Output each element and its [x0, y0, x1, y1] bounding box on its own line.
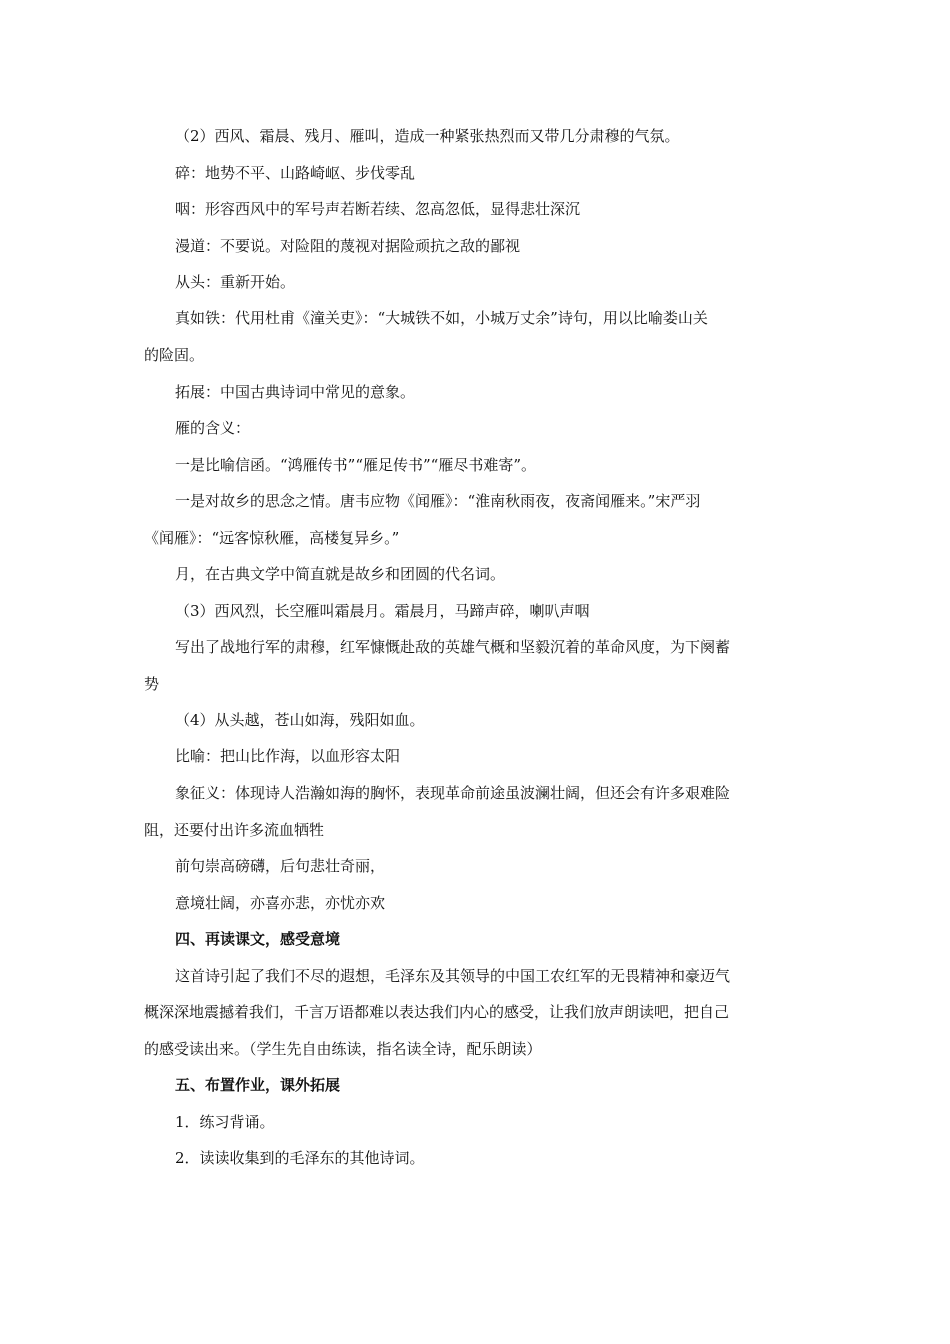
section-heading: 五、布置作业，课外拓展 — [175, 1076, 341, 1094]
paragraph-line: 象征义：体现诗人浩瀚如海的胸怀，表现革命前途虽波澜壮阔，但还会有许多艰难险 — [175, 784, 731, 802]
paragraph-line: （3）西风烈，长空雁叫霜晨月。霜晨月，马蹄声碎，喇叭声咽 — [175, 602, 590, 620]
paragraph-line: 概深深地震撼着我们，千言万语都难以表达我们内心的感受，让我们放声朗读吧，把自己 — [144, 1003, 730, 1021]
paragraph-line: 比喻：把山比作海，以血形容太阳 — [175, 747, 401, 765]
paragraph-line: 阻，还要付出许多流血牺牲 — [144, 821, 325, 839]
paragraph-line: （2）西风、霜晨、残月、雁叫，造成一种紧张热烈而又带几分肃穆的气氛。 — [175, 127, 680, 145]
paragraph-line: 前句崇高磅礴，后句悲壮奇丽， — [175, 857, 386, 875]
paragraph-line: 拓展：中国古典诗词中常见的意象。 — [175, 383, 416, 401]
paragraph-line: 雁的含义： — [175, 419, 251, 437]
paragraph-line: （4）从头越，苍山如海，残阳如血。 — [175, 711, 425, 729]
paragraph-line: 一是比喻信函。“鸿雁传书”“雁足传书”“雁尽书难寄”。 — [175, 456, 537, 474]
paragraph-line: 咽：形容西风中的军号声若断若续、忽高忽低，显得悲壮深沉 — [175, 200, 581, 218]
paragraph-line: 意境壮阔，亦喜亦悲，亦忧亦欢 — [175, 894, 386, 912]
paragraph-line: 《闻雁》：“远客惊秋雁，高楼复异乡。” — [144, 529, 400, 547]
paragraph-line: 的感受读出来。（学生先自由练读，指名读全诗，配乐朗读） — [144, 1040, 542, 1058]
list-item: 2．读读收集到的毛泽东的其他诗词。 — [175, 1149, 425, 1167]
paragraph-line: 写出了战地行军的肃穆，红军慷慨赴敌的英雄气概和坚毅沉着的革命风度，为下阕蓄 — [175, 638, 731, 656]
paragraph-line: 从头：重新开始。 — [175, 273, 296, 291]
paragraph-line: 漫道：不要说。对险阻的蔑视对据险顽抗之敌的鄙视 — [175, 237, 521, 255]
paragraph-line: 月，在古典文学中简直就是故乡和团圆的代名词。 — [175, 565, 506, 583]
section-heading: 四、再读课文，感受意境 — [175, 930, 341, 948]
paragraph-line: 碎：地势不平、山路崎岖、步伐零乱 — [175, 164, 416, 182]
paragraph-line: 一是对故乡的思念之情。唐韦应物《闻雁》：“淮南秋雨夜，夜斋闻雁来。”宋严羽 — [175, 492, 701, 510]
paragraph-line: 真如铁：代用杜甫《潼关吏》：“大城铁不如，小城万丈余”诗句，用以比喻娄山关 — [175, 309, 708, 327]
paragraph-line: 这首诗引起了我们不尽的遐想，毛泽东及其领导的中国工农红军的无畏精神和豪迈气 — [175, 967, 731, 985]
list-item: 1．练习背诵。 — [175, 1113, 275, 1131]
paragraph-line: 势 — [144, 675, 160, 693]
paragraph-line: 的险固。 — [144, 346, 205, 364]
